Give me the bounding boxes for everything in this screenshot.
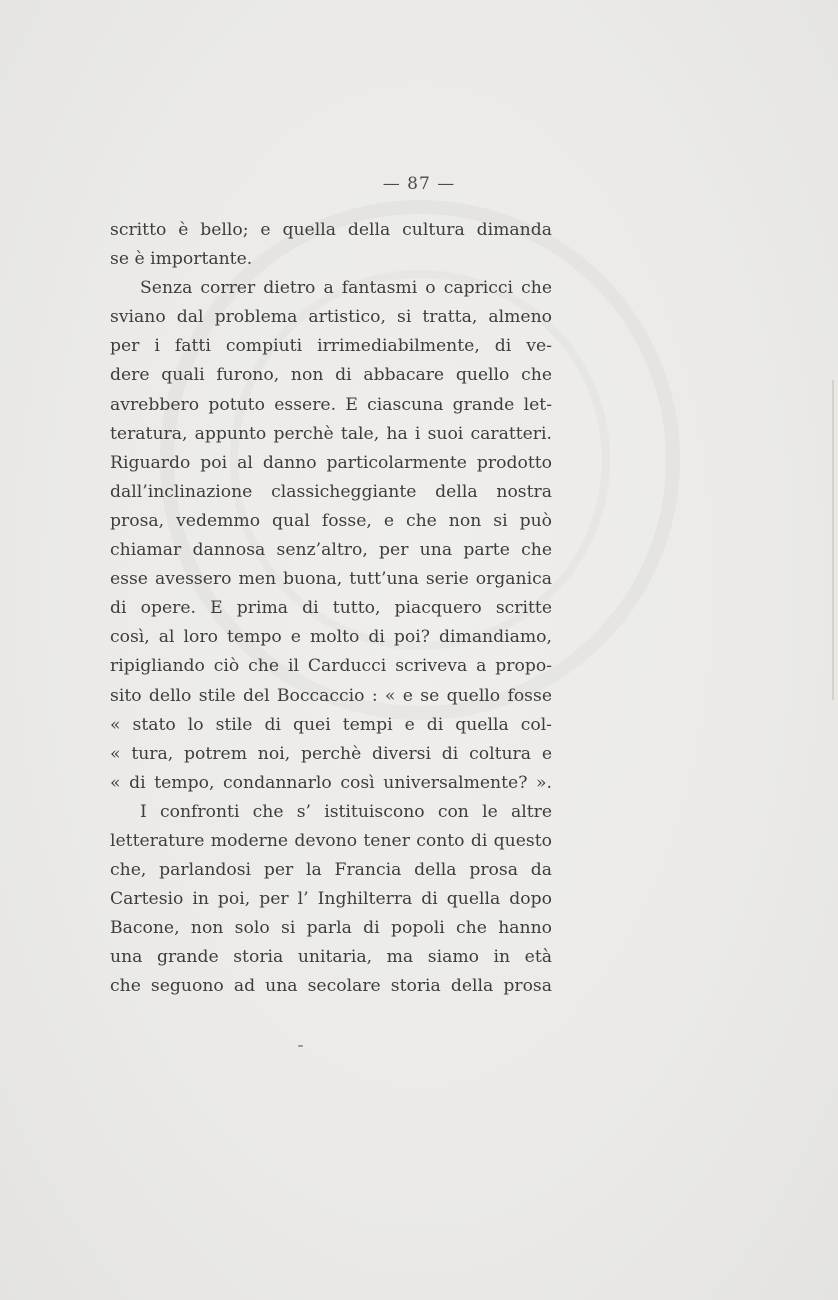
text-line: ripigliando ciò che il Carducci scriveva a propo- <box>110 656 552 677</box>
text-line: Riguardo poi al danno particolarmente prodotto <box>110 452 552 473</box>
text-line: « di tempo, condannarlo così universalmente? ». <box>110 772 552 793</box>
text-line: I confronti che s’ istituiscono con le altre <box>140 801 552 822</box>
text-line: per i fatti compiuti irrimediabilmente, di ve- <box>110 336 552 357</box>
text-line: letterature moderne devono tener conto di questo <box>110 830 552 851</box>
text-line: dere quali furono, non di abbacare quello che <box>110 365 552 386</box>
page-number: — 87 — <box>382 174 456 194</box>
text-line: prosa, vedemmo qual fosse, e che non si può <box>110 510 552 531</box>
ink-speck <box>298 1045 303 1047</box>
text-line: che seguono ad una secolare storia della prosa <box>110 976 552 997</box>
text-line: esse avessero men buona, tutt’una serie organica <box>110 569 552 590</box>
text-line: che, parlandosi per la Francia della prosa da <box>110 860 552 881</box>
text-line: sviano dal problema artistico, si tratta, almeno <box>110 307 552 328</box>
text-line: sito dello stile del Boccaccio : « e se quello fosse <box>110 685 552 706</box>
text-line: « tura, potrem noi, perchè diversi di coltura e <box>110 743 552 764</box>
text-line: così, al loro tempo e molto di poi? dimandiamo, <box>110 627 552 648</box>
text-line: « stato lo stile di quei tempi e di quella col- <box>110 714 552 735</box>
text-line: se è importante. <box>110 249 253 270</box>
text-line: teratura, appunto perchè tale, ha i suoi caratteri. <box>110 423 552 444</box>
text-line: di opere. E prima di tutto, piacquero scritte <box>110 598 552 619</box>
text-line: dall’inclinazione classicheggiante della nostra <box>110 481 552 502</box>
text-line: Senza correr dietro a fantasmi o capricci che <box>140 278 552 299</box>
text-line: Bacone, non solo si parla di popoli che hanno <box>110 918 552 939</box>
text-line: chiamar dannosa senz’altro, per una parte che <box>110 540 552 561</box>
body-text <box>110 216 552 1002</box>
text-line: Cartesio in poi, per l’ Inghilterra di quella dopo <box>110 889 552 910</box>
text-line: una grande storia unitaria, ma siamo in età <box>110 947 552 968</box>
page-edge-shadow <box>832 380 834 700</box>
text-line: avrebbero potuto essere. E ciascuna grande let- <box>110 394 552 415</box>
text-line: scritto è bello; e quella della cultura dimanda <box>110 220 552 240</box>
